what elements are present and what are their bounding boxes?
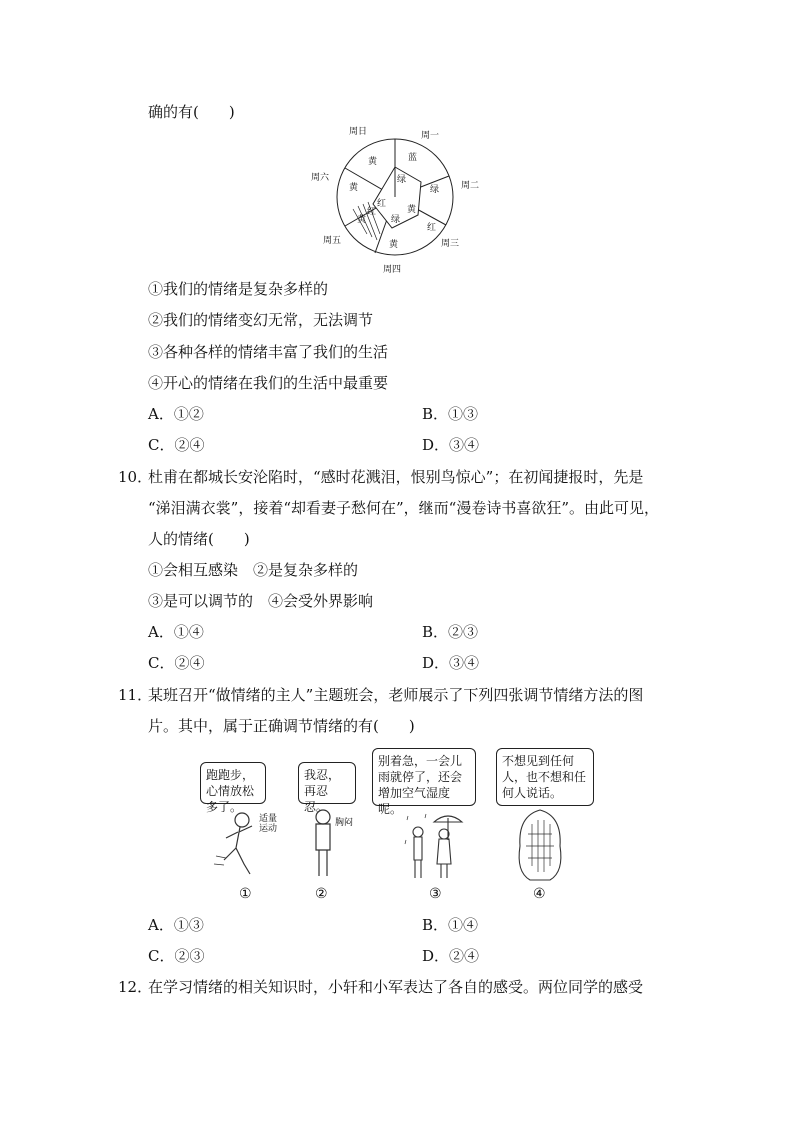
q11-stem-line: 某班召开“做情绪的主人”主题班会，老师展示了下列四张调节情绪方法的图 xyxy=(148,686,644,704)
pie-day-label: 周一 xyxy=(421,131,440,141)
speech-bubble-3: 别着急，一会儿雨就停了，还会增加空气湿度呢。 xyxy=(372,748,476,806)
q10-option-a[interactable]: A．①④ xyxy=(148,623,204,641)
q11-option-b[interactable]: B．①④ xyxy=(422,916,479,934)
q11-number: 11． xyxy=(118,686,153,704)
q10-option-d[interactable]: D．③④ xyxy=(422,654,480,672)
q10-stem-line: 杜甫在都城长安沦陷时，“感时花溅泪，恨别鸟惊心”；在初闻捷报时，先是 xyxy=(148,468,644,486)
pie-color-label: 绿 xyxy=(430,185,440,195)
q11-option-a[interactable]: A．①③ xyxy=(148,916,204,934)
speech-bubble-1: 跑跑步，心情放松多了。 xyxy=(200,762,266,804)
q9-option-a[interactable]: A．①② xyxy=(148,405,204,423)
figure-running-person xyxy=(210,808,270,880)
pie-day-label: 周五 xyxy=(323,236,342,246)
figure-label-3: ③ xyxy=(429,886,442,902)
pie-color-label: 红 xyxy=(377,199,387,209)
q9-option-d[interactable]: D．③④ xyxy=(422,436,480,454)
emotion-week-pie-chart xyxy=(305,122,495,277)
pie-color-label: 绿 xyxy=(391,215,401,225)
pie-color-label: 黄 xyxy=(389,240,399,250)
figure-label-1: ① xyxy=(239,886,252,902)
q10-stem-line: 人的情绪( ) xyxy=(148,530,250,548)
q9-statement-1: ①我们的情绪是复杂多样的 xyxy=(148,280,329,298)
pie-day-label: 周四 xyxy=(383,265,402,275)
figure-hiding-person xyxy=(510,806,570,882)
pie-day-label: 周日 xyxy=(349,127,368,137)
tag-chest-tight: 胸闷 xyxy=(335,818,354,828)
figure-two-people-rain xyxy=(404,810,464,882)
pie-color-label: 红 xyxy=(367,207,377,217)
q10-stem-line: “涕泪满衣裳”，接着“却看妻子愁何在”，继而“漫卷诗书喜欲狂”。由此可见， xyxy=(148,499,660,517)
q10-statements-line: ③是可以调节的 ④会受外界影响 xyxy=(148,592,374,610)
pie-color-label: 蓝 xyxy=(408,153,418,163)
speech-bubble-4: 不想见到任何人，也不想和任何人说话。 xyxy=(496,748,594,806)
q9-statement-3: ③各种各样的情绪丰富了我们的生活 xyxy=(148,343,389,361)
figure-holding-back-person xyxy=(306,808,340,880)
q12-stem-line: 在学习情绪的相关知识时，小轩和小军表达了各自的感受。两位同学的感受 xyxy=(148,978,644,996)
q9-statement-4: ④开心的情绪在我们的生活中最重要 xyxy=(148,374,389,392)
tag-exercise: 适量运动 xyxy=(259,814,278,834)
pie-day-label: 周二 xyxy=(461,181,480,191)
speech-bubble-2: 我忍，再忍忍。 xyxy=(298,762,356,804)
figure-label-2: ② xyxy=(315,886,328,902)
pie-color-label: 绿 xyxy=(397,175,407,185)
pie-color-label: 黄 xyxy=(357,215,367,225)
q11-option-c[interactable]: C．②③ xyxy=(148,947,205,965)
q9-option-b[interactable]: B．①③ xyxy=(422,405,479,423)
q9-statement-2: ②我们的情绪变幻无常，无法调节 xyxy=(148,311,374,329)
pie-color-label: 黄 xyxy=(349,183,359,193)
q10-statements-line: ①会相互感染 ②是复杂多样的 xyxy=(148,561,359,579)
q12-number: 12． xyxy=(118,978,153,996)
q11-stem-line: 片。其中，属于正确调节情绪的有( ) xyxy=(148,717,415,735)
q11-option-d[interactable]: D．②④ xyxy=(422,947,480,965)
q10-option-b[interactable]: B．②③ xyxy=(422,623,479,641)
q9-stem-tail: 确的有( ) xyxy=(148,103,235,121)
q9-option-c[interactable]: C．②④ xyxy=(148,436,205,454)
pie-day-label: 周三 xyxy=(441,239,460,249)
pie-color-label: 黄 xyxy=(368,157,378,167)
pie-color-label: 黄 xyxy=(407,205,417,215)
q10-number: 10． xyxy=(118,468,153,486)
pie-color-label: 红 xyxy=(427,223,437,233)
q10-option-c[interactable]: C．②④ xyxy=(148,654,205,672)
figure-label-4: ④ xyxy=(533,886,546,902)
pie-day-label: 周六 xyxy=(311,173,330,183)
